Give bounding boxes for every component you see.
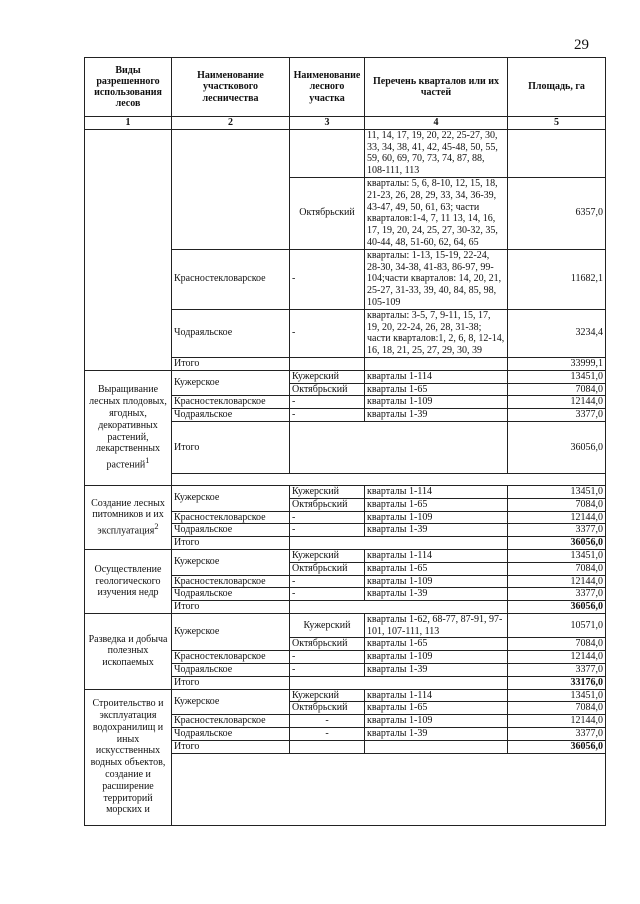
page-number: 29 (574, 37, 589, 53)
use-type-text: Создание лесных питомников и их эксплуатация (91, 497, 165, 537)
quarters-cell: кварталы 1-65 (365, 562, 508, 575)
total-empty-cell (290, 601, 508, 614)
area-cell: 12144,0 (508, 715, 606, 728)
plot-cell: Октябрьский (290, 498, 365, 511)
use-type-cell: Строительство и эксплуатация водохранилищ и иных искусственных водных объектов, создание и расширение территорий морских и (85, 689, 172, 825)
forestry-cell: Кужерское (172, 689, 290, 715)
area-cell: 3377,0 (508, 588, 606, 601)
forestry-cell: Красностекловарское (172, 715, 290, 728)
plot-cell: Октябрьский (290, 177, 365, 249)
use-type-cell-empty (85, 129, 172, 370)
total-area: 36056,0 (508, 601, 606, 614)
total-area: 36056,0 (508, 421, 606, 473)
area-cell: 13451,0 (508, 370, 606, 383)
quarters-cell: кварталы: 5, 6, 8-10, 12, 15, 18, 21-23, 26, 28, 29, 33, 34, 36-39, 43-47, 49, 50, 61, 63; части кварталов:1-4, 7, 11 13, 14, 16, 17, 19, 20, 24, 25, 27, 30-32, 35, 40-44, 48, 51-60, 62, 64, 65 (365, 177, 508, 249)
quarters-cell: кварталы 1-109 (365, 715, 508, 728)
total-label: Итого (172, 537, 290, 550)
table-row (85, 485, 606, 498)
total-area: 36056,0 (508, 537, 606, 550)
quarters-cell: кварталы 1-39 (365, 588, 508, 601)
plot-cell: - (290, 524, 365, 537)
quarters-cell: кварталы: 1-13, 15-19, 22-24, 28-30, 34-38, 41-83, 86-97, 99-104;части кварталов: 14, 20, 21, 25-27, 31-33, 39, 40, 84, 85, 98, 105-109 (365, 249, 508, 309)
plot-cell: - (290, 575, 365, 588)
total-empty-cell (290, 537, 508, 550)
total-empty-cell (290, 676, 508, 689)
forestry-cell-empty (172, 129, 290, 249)
use-type-cell: Осуществление геологического изучения недр (85, 549, 172, 613)
plot-cell: - (290, 728, 365, 741)
plot-cell: - (290, 715, 365, 728)
quarters-cell: кварталы 1-109 (365, 575, 508, 588)
table-row (85, 613, 606, 638)
plot-cell: Кужерский (290, 613, 365, 638)
column-number: 3 (290, 117, 365, 130)
header-area: Площадь, га (508, 58, 606, 117)
quarters-cell: кварталы 1-114 (365, 689, 508, 702)
area-cell: 7084,0 (508, 638, 606, 651)
area-cell: 12144,0 (508, 511, 606, 524)
total-label: Итого (172, 357, 290, 370)
header-quarters: Перечень кварталов или их частей (365, 58, 508, 117)
plot-cell: - (290, 396, 365, 409)
use-type-cell (85, 370, 172, 485)
plot-cell: - (290, 511, 365, 524)
quarters-cell: кварталы 1-109 (365, 511, 508, 524)
forestry-cell: Красностекловарское (172, 511, 290, 524)
forestry-cell: Чодраяльское (172, 309, 290, 357)
area-cell: 13451,0 (508, 689, 606, 702)
use-type-text: Выращивание лесных плодовых, ягодных, декоративных растений, лекарственных растений (89, 384, 167, 471)
forestry-cell: Красностекловарское (172, 249, 290, 309)
plot-cell: Октябрьский (290, 638, 365, 651)
forestry-cell: Чодраяльское (172, 524, 290, 537)
quarters-cell: кварталы 1-39 (365, 409, 508, 422)
area-cell: 7084,0 (508, 498, 606, 511)
area-cell: 3377,0 (508, 409, 606, 422)
quarters-cell: кварталы 1-109 (365, 396, 508, 409)
column-number: 1 (85, 117, 172, 130)
area-cell: 3377,0 (508, 524, 606, 537)
area-cell: 7084,0 (508, 562, 606, 575)
table-row (85, 370, 606, 383)
forestry-cell: Кужерское (172, 613, 290, 650)
area-cell-empty (508, 129, 606, 177)
total-label: Итого (172, 740, 290, 753)
quarters-cell: кварталы 1-65 (365, 638, 508, 651)
plot-cell: - (290, 249, 365, 309)
forestry-cell: Чодраяльское (172, 664, 290, 677)
plot-cell: Октябрьский (290, 562, 365, 575)
plot-cell: Кужерский (290, 549, 365, 562)
use-type-cell (85, 485, 172, 549)
total-area: 36056,0 (508, 740, 606, 753)
plot-cell: Кужерский (290, 370, 365, 383)
column-number: 5 (508, 117, 606, 130)
forestry-cell: Красностекловарское (172, 396, 290, 409)
quarters-cell: кварталы 1-109 (365, 651, 508, 664)
header-plot: Наименование лесного участка (290, 58, 365, 117)
footnote-marker: 2 (154, 522, 159, 532)
forestry-cell: Кужерское (172, 370, 290, 396)
plot-cell: - (290, 664, 365, 677)
table-header-row (85, 58, 606, 117)
header-forestry: Наименование участкового лесничества (172, 58, 290, 117)
forestry-cell: Чодраяльское (172, 409, 290, 422)
area-cell: 7084,0 (508, 383, 606, 396)
spacer-cell (172, 473, 606, 485)
quarters-cell: кварталы 1-114 (365, 370, 508, 383)
area-cell: 12144,0 (508, 651, 606, 664)
quarters-cell: кварталы 1-65 (365, 498, 508, 511)
column-number: 2 (172, 117, 290, 130)
table-row (85, 129, 606, 177)
quarters-cell: кварталы 1-114 (365, 485, 508, 498)
plot-cell-empty (290, 129, 365, 177)
total-label: Итого (172, 601, 290, 614)
total-area: 33999,1 (508, 357, 606, 370)
forestry-cell: Красностекловарское (172, 575, 290, 588)
plot-cell: - (290, 588, 365, 601)
quarters-cell: кварталы: 3-5, 7, 9-11, 15, 17, 19, 20, 22-24, 26, 28, 31-38; части кварталов:1, 2, 6, 8, 12-14, 16, 18, 21, 25, 27, 29, 30, 39 (365, 309, 508, 357)
area-cell: 3377,0 (508, 728, 606, 741)
plot-cell: Кужерский (290, 689, 365, 702)
quarters-cell: кварталы 1-39 (365, 664, 508, 677)
plot-cell-empty (290, 740, 365, 753)
area-cell: 3234,4 (508, 309, 606, 357)
plot-cell: Октябрьский (290, 383, 365, 396)
plot-cell: Октябрьский (290, 702, 365, 715)
total-label: Итого (172, 676, 290, 689)
column-number: 4 (365, 117, 508, 130)
quarters-cell-empty (365, 357, 508, 370)
column-number-row (85, 117, 606, 130)
forestry-cell: Чодраяльское (172, 728, 290, 741)
plot-cell-empty (290, 357, 365, 370)
total-area: 33176,0 (508, 676, 606, 689)
area-cell: 7084,0 (508, 702, 606, 715)
area-cell: 12144,0 (508, 396, 606, 409)
quarters-cell-empty (365, 740, 508, 753)
plot-cell: - (290, 409, 365, 422)
plot-cell: - (290, 651, 365, 664)
table-row (85, 549, 606, 562)
forestry-cell: Кужерское (172, 485, 290, 511)
total-label: Итого (172, 421, 290, 473)
footnote-marker: 1 (145, 456, 150, 466)
quarters-cell: кварталы 1-39 (365, 728, 508, 741)
spacer-cell (172, 753, 606, 825)
area-cell: 13451,0 (508, 485, 606, 498)
area-cell: 3377,0 (508, 664, 606, 677)
quarters-cell: кварталы 1-39 (365, 524, 508, 537)
area-cell: 11682,1 (508, 249, 606, 309)
quarters-cell: кварталы 1-114 (365, 549, 508, 562)
header-use-type: Виды разрешенного использования лесов (85, 58, 172, 117)
area-cell: 13451,0 (508, 549, 606, 562)
quarters-cell: кварталы 1-62, 68-77, 87-91, 97-101, 107-111, 113 (365, 613, 508, 638)
quarters-cell: кварталы 1-65 (365, 702, 508, 715)
quarters-cell: кварталы 1-65 (365, 383, 508, 396)
forestry-cell: Чодраяльское (172, 588, 290, 601)
use-type-cell: Разведка и добыча полезных ископаемых (85, 613, 172, 689)
area-cell: 10571,0 (508, 613, 606, 638)
table-row (85, 689, 606, 702)
quarters-cell: 11, 14, 17, 19, 20, 22, 25-27, 30, 33, 34, 38, 41, 42, 45-48, 50, 55, 59, 60, 69, 70, 73, 74, 87, 88, 108-111, 113 (365, 129, 508, 177)
land-use-table (84, 57, 606, 826)
area-cell: 12144,0 (508, 575, 606, 588)
plot-cell: - (290, 309, 365, 357)
plot-cell: Кужерский (290, 485, 365, 498)
total-empty-cell (290, 421, 508, 473)
forestry-cell: Кужерское (172, 549, 290, 575)
area-cell: 6357,0 (508, 177, 606, 249)
forestry-cell: Красностекловарское (172, 651, 290, 664)
